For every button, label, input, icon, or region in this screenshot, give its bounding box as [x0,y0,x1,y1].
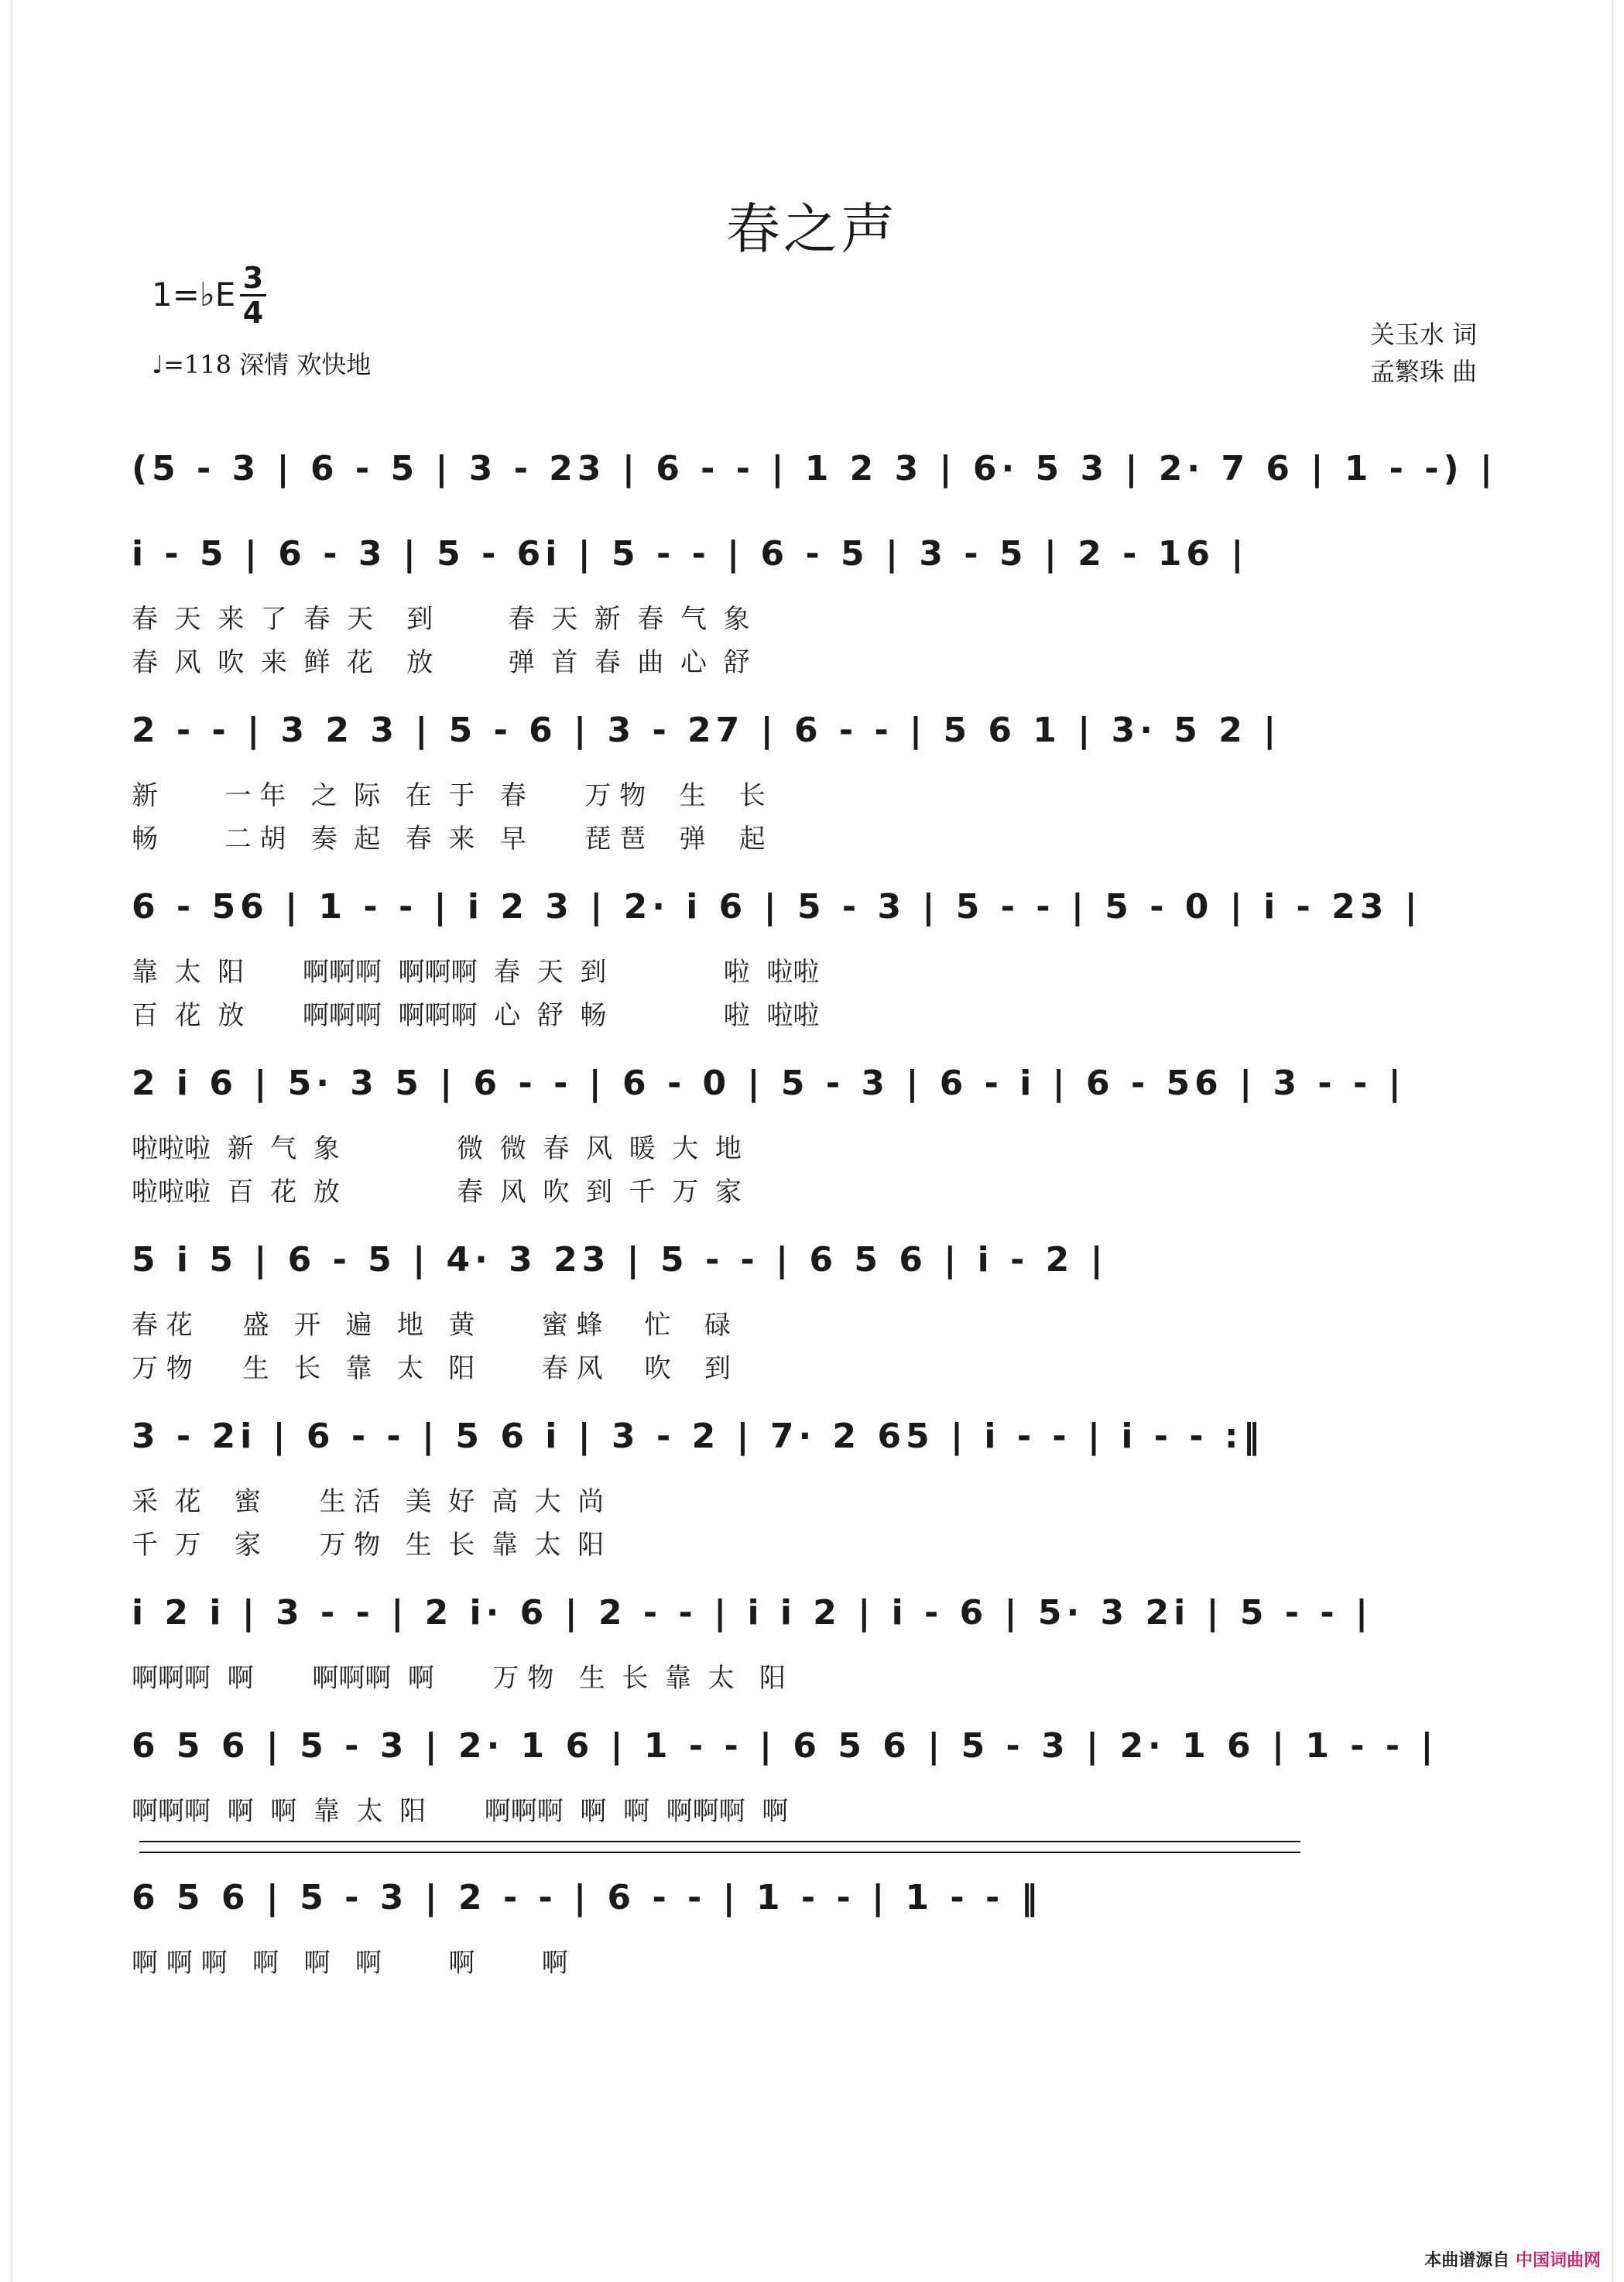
staff-line-upper [139,1841,1300,1842]
score-line-2-notes: i - 5 | 6 - 3 | 5 - 6i | 5 - - | 6 - 5 | 3 - 5 | 2 - 16 | [132,534,1249,574]
score-line-5-notes: 2 i 6 | 5· 3 5 | 6 - - | 6 - 0 | 5 - 3 | 6 - i | 6 - 56 | 3 - - | [132,1064,1406,1103]
score-line-5-lyrics-1: 啦啦啦 新 气 象 微 微 春 风 暖 大 地 [132,1133,742,1164]
footer-site-link[interactable]: 中国词曲网 [1515,2251,1601,2270]
score-line-9-notes: 6 5 6 | 5 - 3 | 2· 1 6 | 1 - - | 6 5 6 | 5 - 3 | 2· 1 6 | 1 - - | [132,1726,1438,1766]
score-line-8-lyrics-1: 啊啊啊 啊 啊啊啊 啊 万 物 生 长 靠 太 阳 [132,1663,786,1694]
score-line-10-lyrics-1: 啊 啊 啊 啊 啊 啊 啊 啊 [132,1948,568,1979]
score-line-3-lyrics-2: 畅 二 胡 奏 起 春 来 早 琵 琶 弹 起 [132,824,766,855]
time-signature [240,262,266,329]
score-line-7-notes: 3 - 2i | 6 - - | 5 6 i | 3 - 2 | 7· 2 65 | i - - | i - - :‖ [132,1417,1265,1456]
score-line-9-lyrics-1: 啊啊啊 啊 啊 靠 太 阳 啊啊啊 啊 啊 啊啊啊 啊 [132,1796,789,1827]
score-line-5-lyrics-2: 啦啦啦 百 花 放 春 风 吹 到 千 万 家 [132,1177,742,1208]
footer-source: 本曲谱源自 [1424,2251,1510,2270]
meter-top: 3 [242,261,264,295]
score-line-7-lyrics-1: 采 花 蜜 生 活 美 好 高 大 尚 [132,1486,605,1517]
score-line-6-lyrics-2: 万 物 生 长 靠 太 阳 春 风 吹 到 [132,1353,731,1384]
composer: 孟繁珠 曲 [1369,357,1477,386]
score-line-1-notes: (5 - 3 | 6 - 5 | 3 - 23 | 6 - - | 1 2 3 | 6· 5 3 | 2· 7 6 | 1 - -) | [132,449,1497,488]
score-line-2-lyrics-1: 春 天 来 了 春 天 到 春 天 新 春 气 象 [132,604,750,635]
score-line-4-notes: 6 - 56 | 1 - - | i 2 3 | 2· i 6 | 5 - 3 | 5 - - | 5 - 0 | i - 23 | [132,887,1422,927]
tempo-marking: ♩=118 深情 欢快地 [152,350,372,379]
credits [1370,316,1477,390]
footer-credit [1424,2247,1601,2271]
score-line-6-lyrics-1: 春 花 盛 开 遍 地 黄 蜜 蜂 忙 碌 [132,1310,731,1341]
page-title: 春之声 [726,197,898,261]
score-line-7-lyrics-2: 千 万 家 万 物 生 长 靠 太 阳 [132,1530,605,1561]
score-line-3-lyrics-1: 新 一 年 之 际 在 于 春 万 物 生 长 [132,780,766,811]
score-line-10-notes: 6 5 6 | 5 - 3 | 2 - - | 6 - - | 1 - - | 1 - - ‖ [132,1878,1043,1917]
key-signature: 1=♭E [152,276,236,314]
score-line-2-lyrics-2: 春 风 吹 来 鲜 花 放 弹 首 春 曲 心 舒 [132,647,750,678]
lyricist: 关玉水 词 [1369,320,1477,349]
score-line-4-lyrics-1: 靠 太 阳 啊啊啊 啊啊啊 春 天 到 啦 啦啦 [132,957,820,988]
score-line-8-notes: i 2 i | 3 - - | 2 i· 6 | 2 - - | i i 2 | i - 6 | 5· 3 2i | 5 - - | [132,1593,1373,1633]
meter-bottom: 4 [240,294,266,329]
score-line-6-notes: 5 i 5 | 6 - 5 | 4· 3 23 | 5 - - | 6 5 6 | i - 2 | [132,1240,1108,1280]
score-line-3-notes: 2 - - | 3 2 3 | 5 - 6 | 3 - 27 | 6 - - | 5 6 1 | 3· 5 2 | [132,711,1281,750]
staff-line-lower [139,1852,1300,1853]
score-line-4-lyrics-2: 百 花 放 啊啊啊 啊啊啊 心 舒 畅 啦 啦啦 [132,1000,820,1031]
